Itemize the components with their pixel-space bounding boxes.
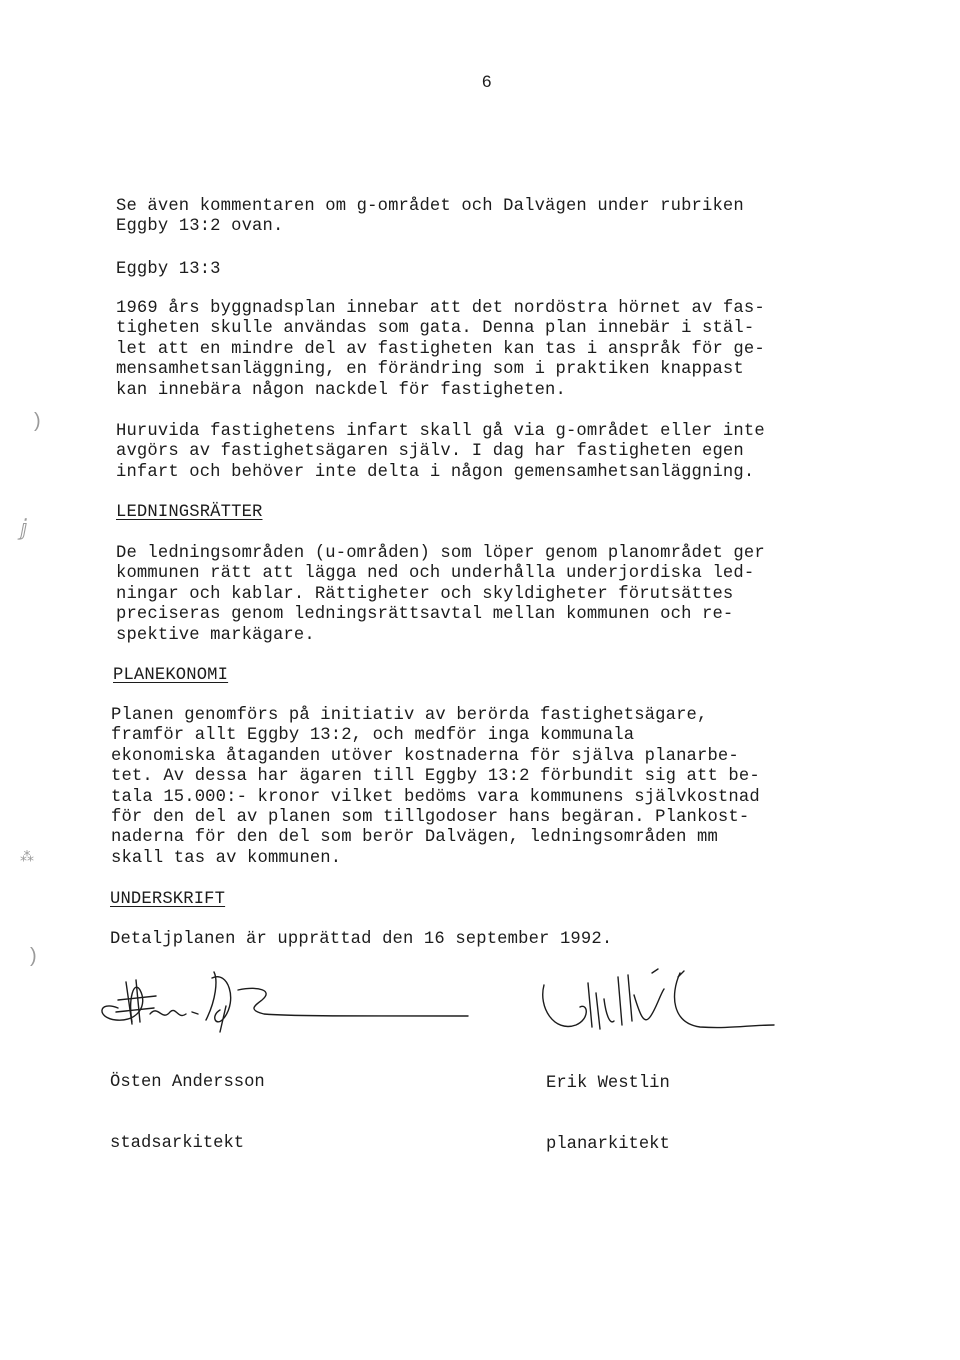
eggby-heading: Eggby 13:3 xyxy=(116,260,221,279)
scan-artifact-2: ⅉ xyxy=(20,515,28,540)
scan-artifact-4: ) xyxy=(30,945,37,967)
underskrift-paragraph: Detaljplanen är upprättad den 16 september 1992. xyxy=(110,930,613,949)
eggby-paragraph-1: 1969 års byggnadsplan innebar att det nordöstra hörnet av fas- tigheten skulle användas som gata. Denna plan innebär i stäl- let att en mindre del av fastigheten kan tas i anspråk för ge- mensamhetsanläggning, en förändring som i praktiken knappast kan innebära någon nackdel för fastigheten. xyxy=(116,299,765,400)
signature-left-title: stadsarkitekt xyxy=(110,1134,245,1154)
scan-artifact-3: ⁂ xyxy=(20,848,34,864)
signature-left-name: Östen Andersson xyxy=(110,1072,265,1092)
signature-erik-westlin xyxy=(530,955,780,1045)
intro-paragraph: Se även kommentaren om g-området och Dalvägen under rubriken Eggby 13:2 ovan. xyxy=(116,197,744,237)
ledningsratter-paragraph: De ledningsområden (u-områden) som löper genom planområdet ger kommunen rätt att lägga ned och underhålla underjordiska led- ningar och kablar. Rättigheter och skyldigheter förutsättes preciseras genom ledningsrättsavtal mellan kommunen och re- spektive markägare. xyxy=(116,544,765,645)
underskrift-heading: UNDERSKRIFT xyxy=(110,890,226,909)
eggby-paragraph-2: Huruvida fastighetens infart skall gå via g-området eller inte avgörs av fastighetsägaren själv. I dag har fastigheten egen infart och behöver inte delta i någon gemensamhetsanläggning. xyxy=(116,422,765,482)
ledningsratter-heading: LEDNINGSRÄTTER xyxy=(116,503,263,522)
scan-artifact-1: ) xyxy=(34,410,41,432)
page-number: 6 xyxy=(482,72,492,91)
planekonomi-heading: PLANEKONOMI xyxy=(113,666,229,685)
signature-right-title: planarkitekt xyxy=(546,1135,670,1155)
signature-right-name: Erik Westlin xyxy=(546,1073,670,1093)
planekonomi-paragraph: Planen genomförs på initiativ av berörda fastighetsägare, framför allt Eggby 13:2, och medför inga kommunala ekonomiska åtaganden utöver kostnaderna för själva planarbe- tet. Av dessa har ägaren till Eggby 13:2 förbundit sig att be- tala 15.000:- kronor vilket bedöms vara kommunens självkostnad för den del av planen som tillgodoser hans begäran. Plankost- naderna för den del som berör Dalvägen, ledningsområden mm skall tas av kommunen. xyxy=(111,706,760,868)
